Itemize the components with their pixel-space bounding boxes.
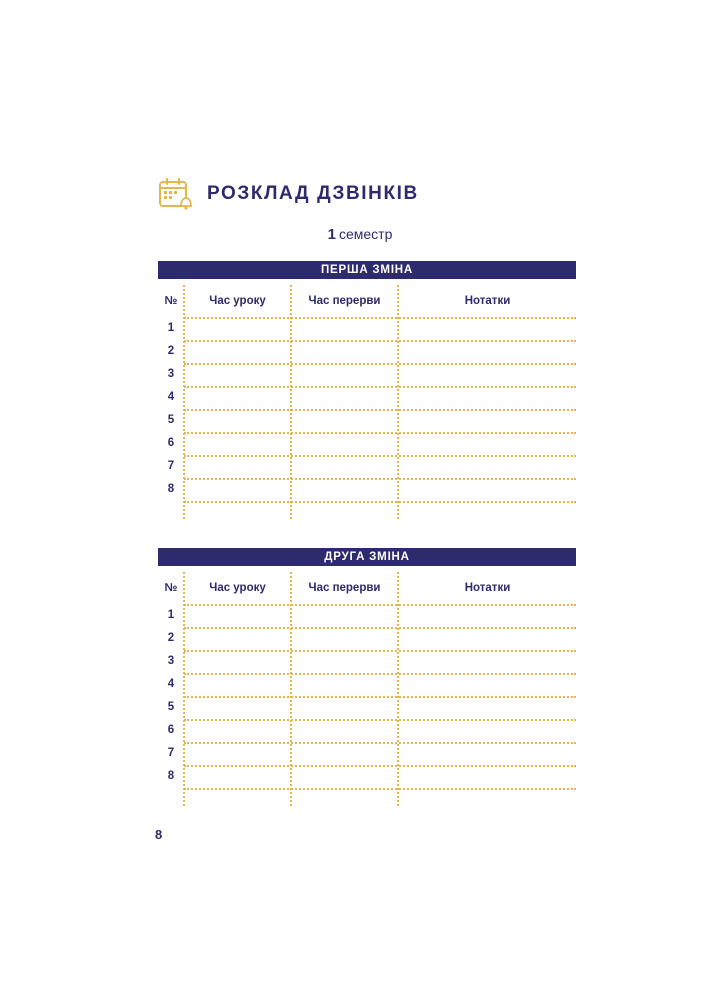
column-divider bbox=[397, 572, 399, 806]
row-line bbox=[184, 340, 576, 342]
row-number: 2 bbox=[167, 632, 175, 644]
column-header-notes: Нотатки bbox=[464, 582, 511, 594]
column-divider bbox=[397, 285, 399, 519]
column-header-notes: Нотатки bbox=[464, 295, 511, 307]
second-shift-table bbox=[158, 548, 576, 806]
column-divider bbox=[183, 572, 185, 806]
row-line bbox=[184, 432, 576, 434]
row-number: 5 bbox=[167, 414, 175, 426]
row-line bbox=[184, 317, 576, 319]
row-number: 3 bbox=[167, 655, 175, 667]
row-line bbox=[184, 386, 576, 388]
row-number: 8 bbox=[167, 483, 175, 495]
row-line bbox=[184, 788, 576, 790]
row-line bbox=[184, 478, 576, 480]
row-number: 4 bbox=[167, 678, 175, 690]
row-number: 7 bbox=[167, 747, 175, 759]
schedule-grid bbox=[158, 566, 576, 806]
row-line bbox=[184, 604, 576, 606]
semester-text: семестр bbox=[338, 226, 393, 242]
row-number: 5 bbox=[167, 701, 175, 713]
row-number: 6 bbox=[167, 437, 175, 449]
row-number: 7 bbox=[167, 460, 175, 472]
row-line bbox=[184, 696, 576, 698]
row-number: 3 bbox=[167, 368, 175, 380]
row-line bbox=[184, 742, 576, 744]
page-title: РОЗКЛАД ДЗВІНКІВ bbox=[207, 183, 419, 204]
row-number: 4 bbox=[167, 391, 175, 403]
row-line bbox=[184, 409, 576, 411]
semester-label bbox=[0, 226, 720, 243]
column-divider bbox=[290, 285, 292, 519]
column-divider bbox=[290, 572, 292, 806]
row-number: 2 bbox=[167, 345, 175, 357]
column-header-number: № bbox=[164, 295, 178, 307]
row-line bbox=[184, 455, 576, 457]
first-shift-title: ПЕРША ЗМІНА bbox=[158, 261, 576, 279]
row-line bbox=[184, 673, 576, 675]
semester-number: 1 bbox=[327, 226, 336, 243]
row-line bbox=[184, 363, 576, 365]
row-number: 8 bbox=[167, 770, 175, 782]
row-line bbox=[184, 765, 576, 767]
row-number: 6 bbox=[167, 724, 175, 736]
calendar-bell-icon bbox=[157, 176, 193, 212]
row-number: 1 bbox=[167, 609, 175, 621]
first-shift-table bbox=[158, 261, 576, 519]
column-header-break-time: Час перерви bbox=[308, 295, 381, 307]
second-shift-title: ДРУГА ЗМІНА bbox=[158, 548, 576, 566]
row-line bbox=[184, 650, 576, 652]
page-header bbox=[157, 176, 419, 212]
column-header-number: № bbox=[164, 582, 178, 594]
row-line bbox=[184, 627, 576, 629]
column-header-break-time: Час перерви bbox=[308, 582, 381, 594]
page-number: 8 bbox=[155, 827, 163, 842]
row-number: 1 bbox=[167, 322, 175, 334]
schedule-grid bbox=[158, 279, 576, 519]
column-header-lesson-time: Час уроку bbox=[209, 295, 266, 307]
column-divider bbox=[183, 285, 185, 519]
column-header-lesson-time: Час уроку bbox=[209, 582, 266, 594]
row-line bbox=[184, 719, 576, 721]
row-line bbox=[184, 501, 576, 503]
